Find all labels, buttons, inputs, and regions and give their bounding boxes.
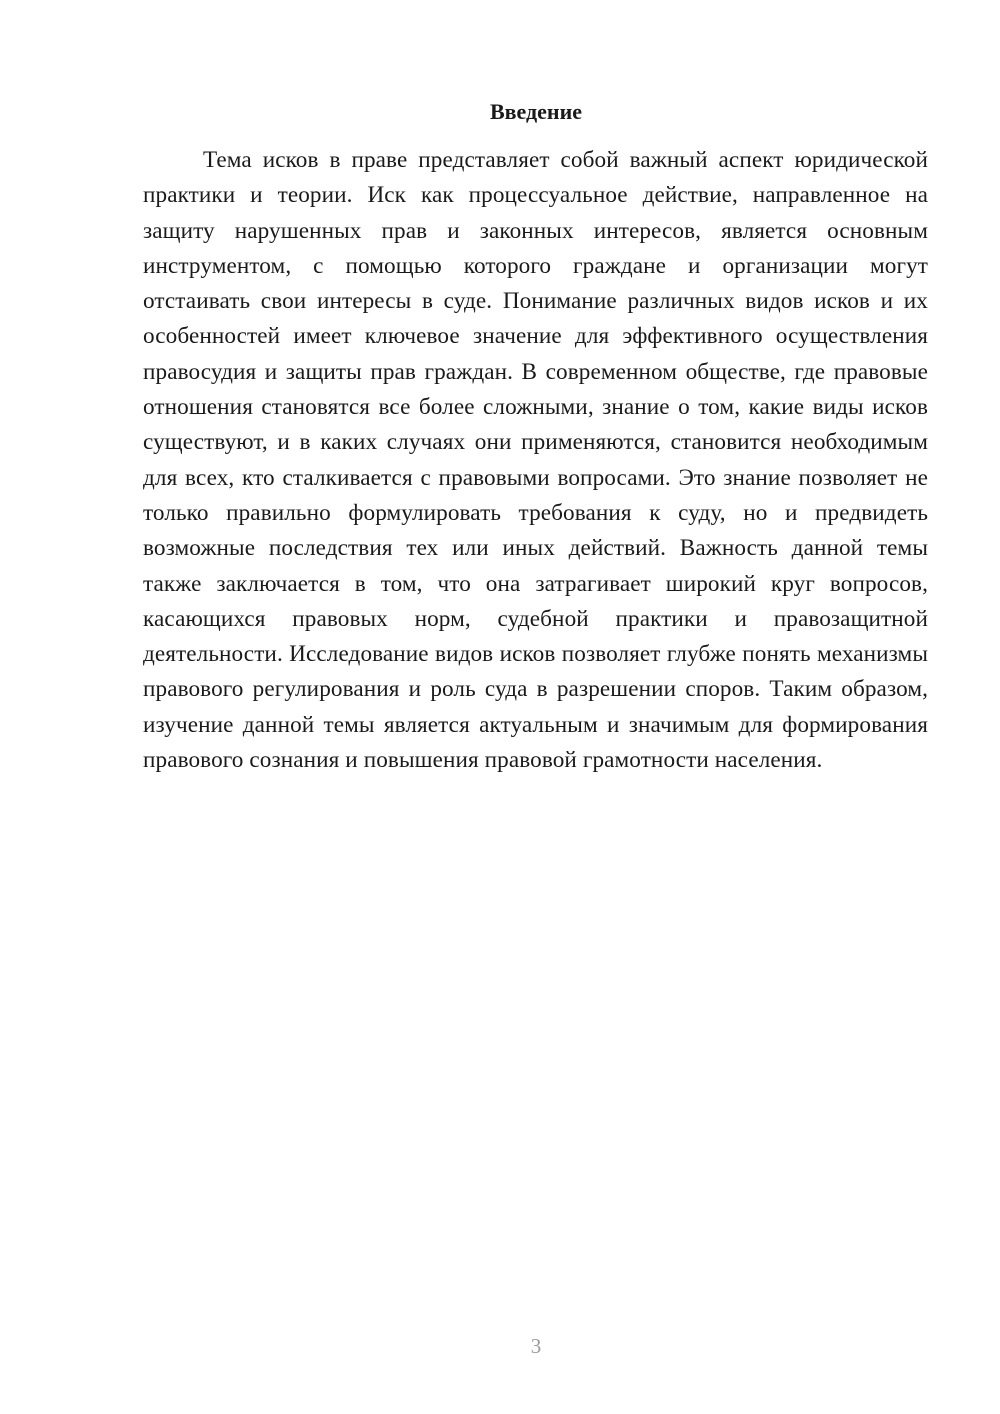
page-number: 3: [530, 1334, 542, 1358]
section-heading: Введение: [489, 99, 583, 124]
introduction-paragraph: Тема исков в праве представляет собой важный аспект юридической практики и теории. Иск как процессуальное действие, направленное на защиту нарушенных прав и законных интересов, является основным инструментом, с помощью которого граждане и организации могут отстаивать свои интересы в суде. Понимание различных видов исков и их особенностей имеет ключевое значение для эффективного осуществления правосудия и защиты прав граждан. В современном обществе, где правовые отношения становятся все более сложными, знание о том, какие виды исков существуют, и в каких случаях они применяются, становится необходимым для всех, кто сталкивается с правовыми вопросами. Это знание позволяет не только правильно формулировать требования к суду, но и предвидеть возможные последствия тех или иных действий. Важность данной темы также заключается в том, что она затрагивает широкий круг вопросов, касающихся правовых норм, судебной практики и правозащитной деятельности. Исследование видов исков позволяет глубже понять механизмы правового регулирования и роль суда в разрешении споров. Таким образом, изучение данной темы является актуальным и значимым для формирования правового сознания и повышения правовой грамотности населения.: [143, 147, 928, 774]
